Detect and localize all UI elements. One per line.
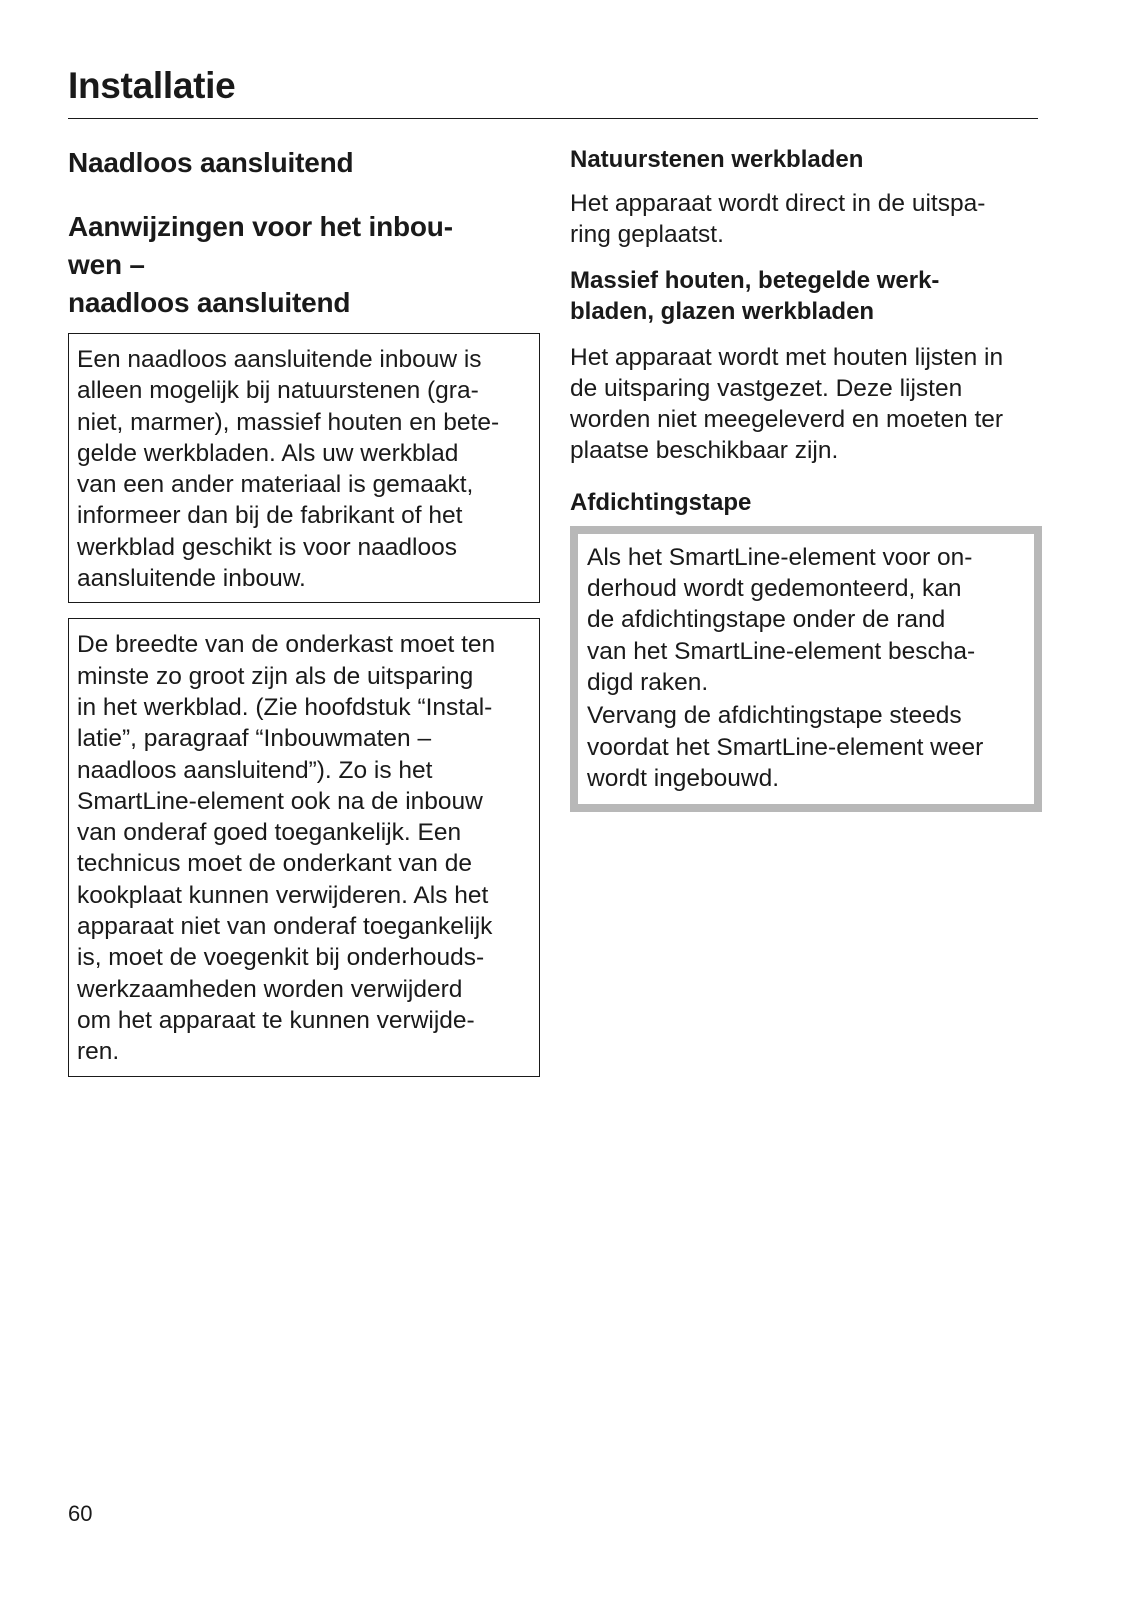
text-line: worden niet meegeleverd en moeten ter (570, 406, 1004, 434)
text-line: plaatse beschikbaar zijn. (570, 437, 839, 465)
text-line: Het apparaat wordt met houten lijsten in (570, 343, 1004, 371)
text-line: De breedte van de onderkast moet ten (77, 631, 496, 659)
page-header (68, 62, 1038, 119)
warning-box-afdichtingstape (570, 526, 1042, 812)
text-line: Het apparaat wordt direct in de uitspa- (570, 190, 986, 217)
section-heading-naadloos: Naadloos aansluitend (68, 147, 354, 178)
subheading-massief-hout (570, 265, 1040, 327)
text-line: werkzaamheden worden verwijderd (77, 975, 463, 1003)
text-line: voordat het SmartLine-element weer (587, 733, 984, 761)
section-heading-aanwijzingen (68, 208, 540, 322)
text-line: ring geplaatst. (570, 221, 724, 249)
warning-text (587, 542, 1024, 698)
text-line: is, moet de voegenkit bij onderhouds- (77, 944, 485, 972)
text-line: derhoud wordt gedemonteerd, kan (587, 575, 962, 603)
text-line: gelde werkbladen. Als uw werkblad (77, 439, 459, 467)
text-line: van onderaf goed toegankelijk. Een (77, 819, 462, 847)
text-line: minste zo groot zijn als de uitsparing (77, 662, 474, 690)
text-line: kookplaat kunnen verwijderen. Als het (77, 881, 489, 909)
heading-line: Aanwijzingen voor het inbou- (68, 211, 453, 242)
left-column (68, 140, 540, 1077)
text-line: Vervang de afdichtingstape steeds (587, 702, 962, 730)
text-line: van het SmartLine-element bescha- (587, 637, 976, 665)
text-line: ren. (77, 1038, 120, 1066)
subheading-natuursteen: Natuurstenen werkbladen (570, 146, 864, 173)
text-line: de uitsparing vastgezet. Deze lijsten (570, 374, 963, 402)
heading-line: naadloos aansluitend (68, 287, 351, 318)
heading-line: Massief houten, betegelde werk- (570, 266, 940, 294)
text-line: niet, marmer), massief houten en bete- (77, 408, 500, 436)
heading-line: bladen, glazen werkbladen (570, 297, 875, 325)
text-line: van een ander materiaal is gemaakt, (77, 471, 474, 499)
text-line: digd raken. (587, 668, 709, 696)
text-line: aansluitende inbouw. (77, 565, 306, 593)
text-line: Een naadloos aansluitende inbouw is (77, 346, 482, 373)
text-line: latie”, paragraaf “Inbouwmaten – (77, 725, 432, 753)
text-line: informeer dan bij de fabrikant of het (77, 502, 463, 530)
warning-text (587, 700, 1024, 794)
note-box-onderkast (68, 618, 540, 1076)
text-line: SmartLine-element ook na de inbouw (77, 787, 483, 815)
text-line: in het werkblad. (Zie hoofdstuk “Instal- (77, 693, 493, 721)
note-text (77, 344, 531, 594)
page-number: 60 (68, 1501, 93, 1526)
text-line: Als het SmartLine-element voor on- (587, 543, 973, 571)
paragraph-massief-hout (570, 342, 1040, 467)
text-line: om het apparaat te kunnen verwijde- (77, 1006, 475, 1034)
text-line: wordt ingebouwd. (587, 764, 780, 792)
note-box-material (68, 333, 540, 603)
page-title: Installatie (68, 65, 236, 106)
text-line: de afdichtingstape onder de rand (587, 606, 946, 634)
text-line: alleen mogelijk bij natuurstenen (gra- (77, 377, 479, 405)
paragraph-natuursteen (570, 188, 1040, 251)
heading-line: wen – (68, 249, 145, 280)
text-line: werkblad geschikt is voor naadloos (77, 533, 457, 561)
note-text (77, 629, 531, 1067)
text-line: naadloos aansluitend”). Zo is het (77, 756, 433, 784)
text-line: technicus moet de onderkant van de (77, 850, 472, 878)
text-line: apparaat niet van onderaf toegankelijk (77, 913, 493, 941)
right-column (570, 140, 1040, 812)
subheading-afdichtingstape: Afdichtingstape (570, 488, 752, 516)
